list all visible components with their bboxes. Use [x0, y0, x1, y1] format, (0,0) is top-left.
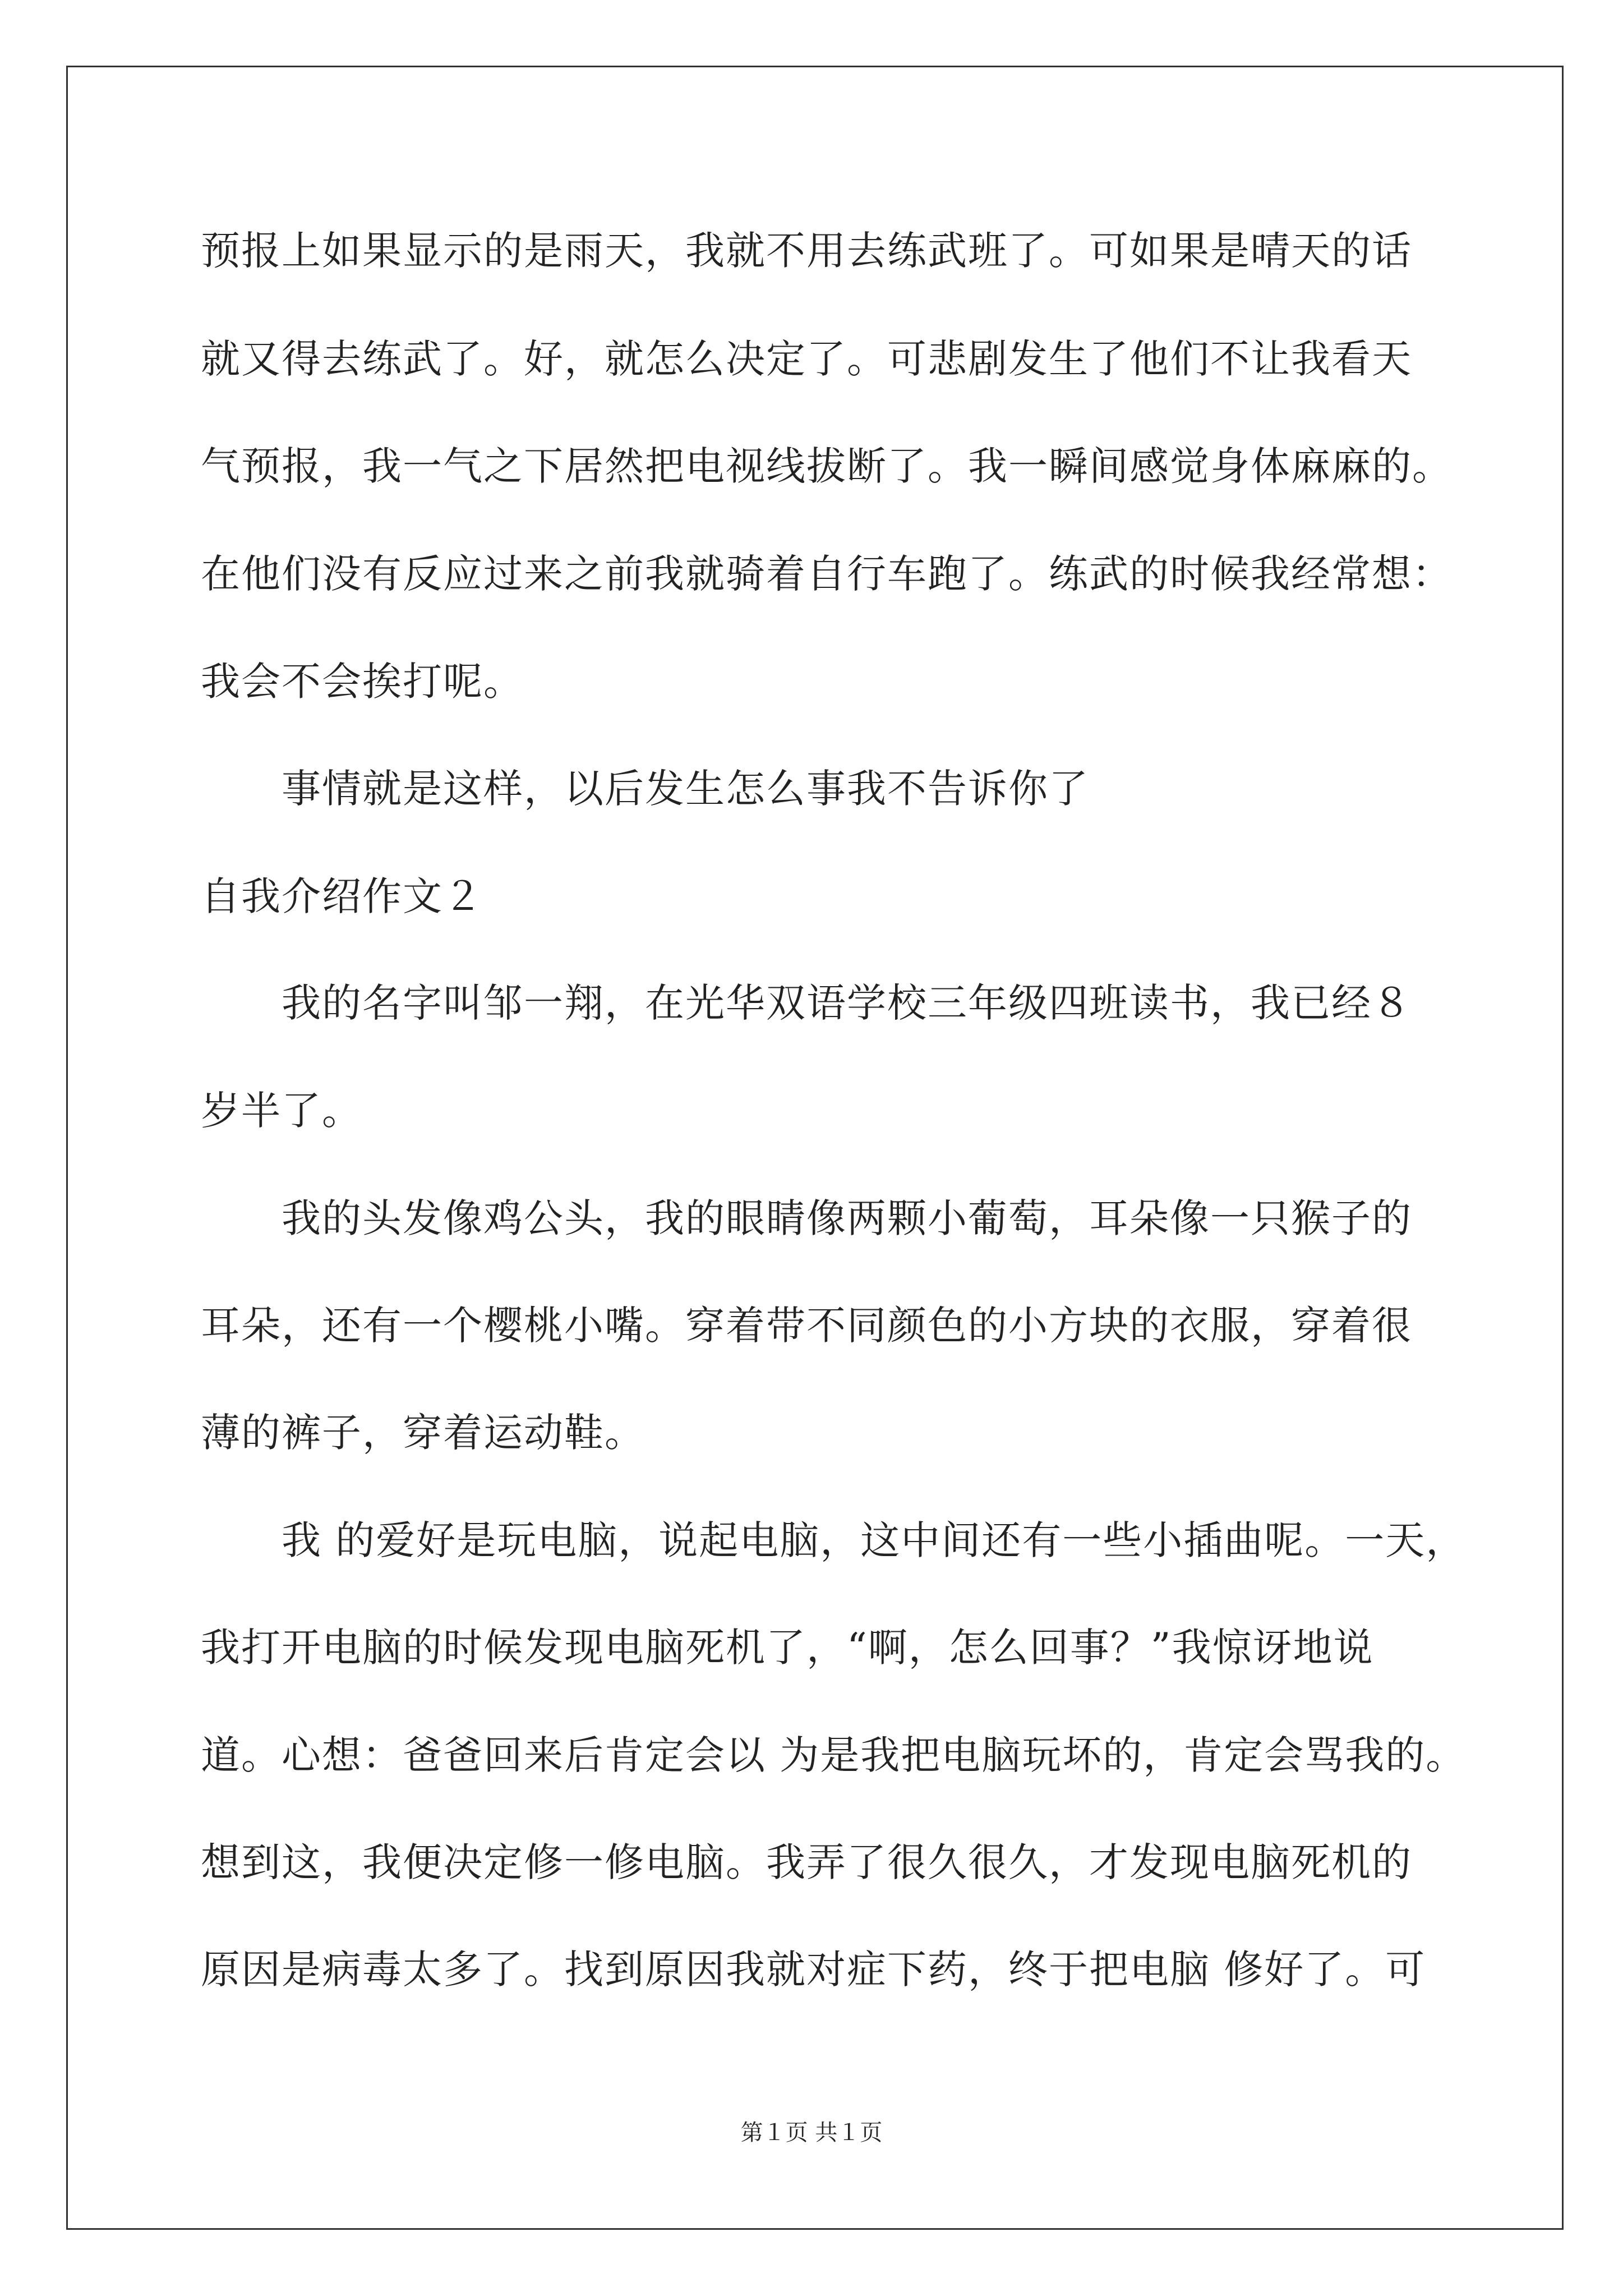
paragraph-line: 我 的爱好是玩电脑，说起电脑，这中间还有一些小插曲呢。一天，: [282, 1517, 1467, 1563]
paragraph-line: 道。心想：爸爸回来后肯定会以 为是我把电脑玩坏的，肯定会骂我的。: [201, 1732, 1467, 1778]
paragraph-line: 气预报，我一气之下居然把电视线拔断了。我一瞬间感觉身体麻麻的。: [201, 443, 1453, 489]
paragraph-line: 想到这，我便决定修一修电脑。我弄了很久很久，才发现电脑死机的: [201, 1839, 1412, 1885]
paragraph-line: 薄的裤子，穿着运动鞋。: [201, 1410, 645, 1456]
paragraph-line: 耳朵，还有一个樱桃小嘴。穿着带不同颜色的小方块的衣服，穿着很: [201, 1303, 1412, 1349]
paragraph-line: 我的头发像鸡公头，我的眼睛像两颗小葡萄，耳朵像一只猴子的: [282, 1195, 1412, 1241]
page-number: 第１页 共１页: [740, 2120, 883, 2146]
paragraph-line: 我会不会挨打呢。: [201, 659, 524, 705]
paragraph-line: 原因是病毒太多了。找到原因我就对症下药，终于把电脑 修好了。可: [201, 1947, 1426, 1993]
paragraph-line: 我打开电脑的时候发现电脑死机了，“啊，怎么回事？”我惊讶地说: [201, 1625, 1374, 1671]
paragraph-line: 岁半了。: [201, 1088, 362, 1134]
page-border: [66, 66, 1564, 2230]
paragraph-line: 就又得去练武了。好，就怎么决定了。可悲剧发生了他们不让我看天: [201, 336, 1412, 382]
paragraph-line: 事情就是这样，以后发生怎么事我不告诉你了: [282, 766, 1089, 812]
paragraph-line: 预报上如果显示的是雨天，我就不用去练武班了。可如果是晴天的话: [201, 228, 1412, 274]
paragraph-line: 在他们没有反应过来之前我就骑着自行车跑了。练武的时候我经常想：: [201, 551, 1453, 597]
paragraph-line: 我的名字叫邹一翔，在光华双语学校三年级四班读书，我已经８: [282, 980, 1412, 1026]
section-heading: 自我介绍作文２: [201, 873, 483, 919]
